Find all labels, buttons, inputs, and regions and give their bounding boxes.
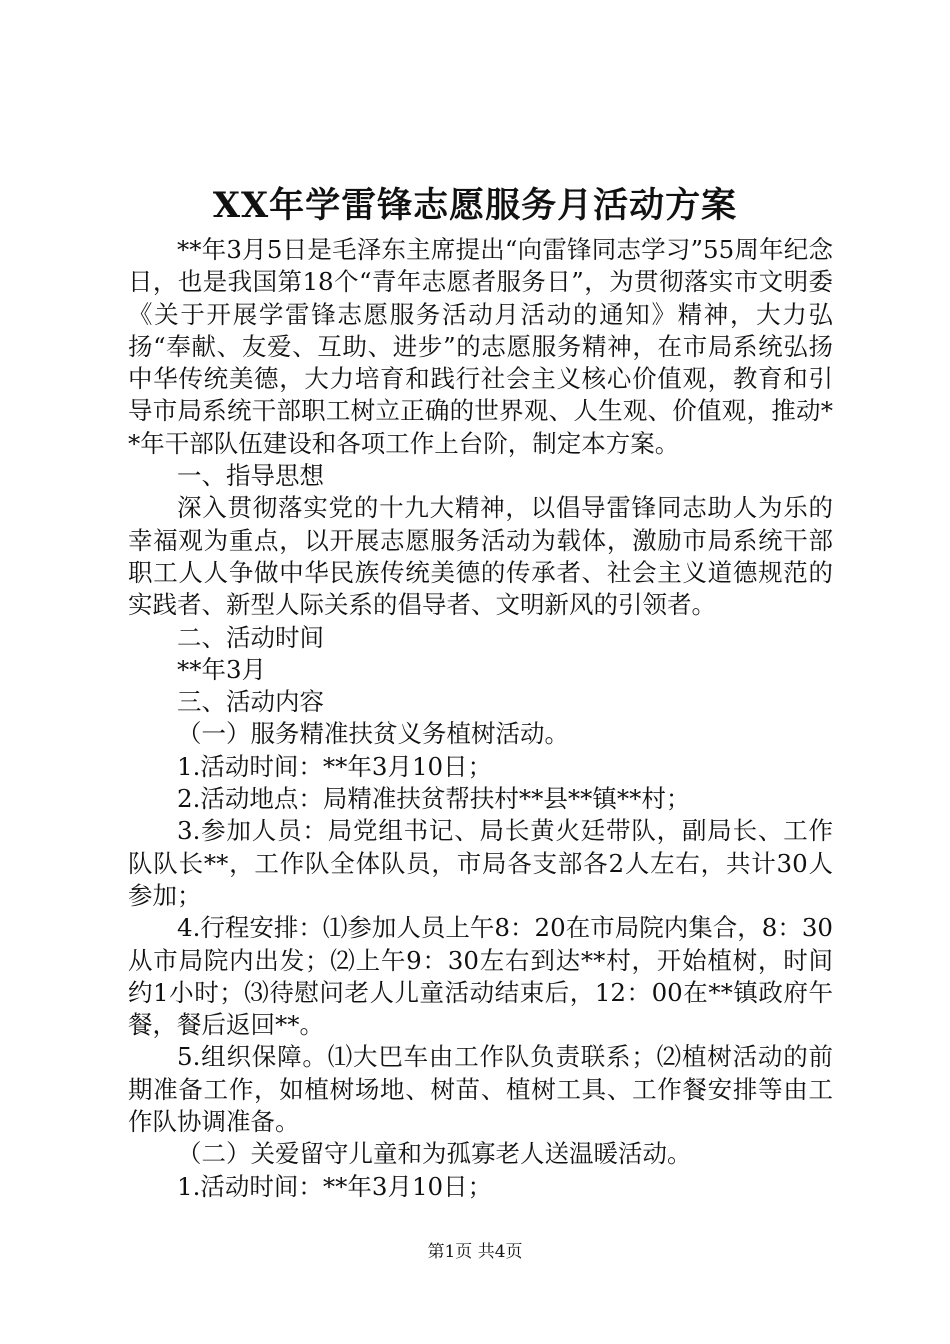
list-item: 1.活动时间：**年3月10日； — [177, 751, 493, 781]
paragraph-activity-time: **年3月 — [177, 654, 267, 684]
subheading-tree-planting: （一）服务精准扶贫义务植树活动。 — [177, 719, 569, 749]
list-item: 1.活动时间：**年3月10日； — [177, 1171, 493, 1201]
document-body — [128, 234, 833, 1203]
document-title: XX年学雷锋志愿服务月活动方案 — [212, 185, 738, 226]
paragraph-guiding-thought: 深入贯彻落实党的十九大精神，以倡导雷锋同志助人为乐的幸福观为重点，以开展志愿服务活动为载体，激励市局系统干部职工人人争做中华民族传统美德的传承者、社会主义道德规范的实践者、新型人际关系的倡导者、文明新风的引领者。 — [128, 493, 833, 620]
page-footer: 第1页 共4页 — [427, 1242, 523, 1262]
paragraph-intro: **年3月5日是毛泽东主席提出“向雷锋同志学习”55周年纪念日，也是我国第18个“青年志愿者服务日”，为贯彻落实市文明委《关于开展学雷锋志愿服务活动月活动的通知》精神，大力弘扬“奉献、友爱、互助、进步”的志愿服务精神，在市局系统弘扬中华传统美德，大力培育和践行社会主义核心价值观，教育和引导市局系统干部职工树立正确的世界观、人生观、价值观，推动**年干部队伍建设和各项工作上台阶，制定本方案。 — [128, 235, 833, 458]
heading-activity-content: 三、活动内容 — [177, 687, 324, 717]
list-item: 5.组织保障。⑴大巴车由工作队负责联系；⑵植树活动的前期准备工作，如植树场地、树苗、植树工具、工作餐安排等由工作队协调准备。 — [128, 1042, 833, 1137]
list-item: 4.行程安排：⑴参加人员上午8：20在市局院内集合，8：30从市局院内出发；⑵上午9：30左右到达**村，开始植树，时间约1小时；⑶待慰问老人儿童活动结束后，12：00在**镇政府午餐，餐后返回**。 — [128, 913, 833, 1040]
list-item: 2.活动地点：局精准扶贫帮扶村**县**镇**村； — [177, 784, 691, 814]
list-item: 3.参加人员：局党组书记、局长黄火廷带队，副局长、工作队队长**，工作队全体队员，市局各支部各2人左右，共计30人参加； — [128, 816, 833, 910]
heading-activity-time: 二、活动时间 — [177, 622, 324, 652]
subheading-care-activity: （二）关爱留守儿童和为孤寡老人送温暖活动。 — [177, 1139, 692, 1169]
heading-guiding-thought: 一、指导思想 — [177, 461, 324, 491]
